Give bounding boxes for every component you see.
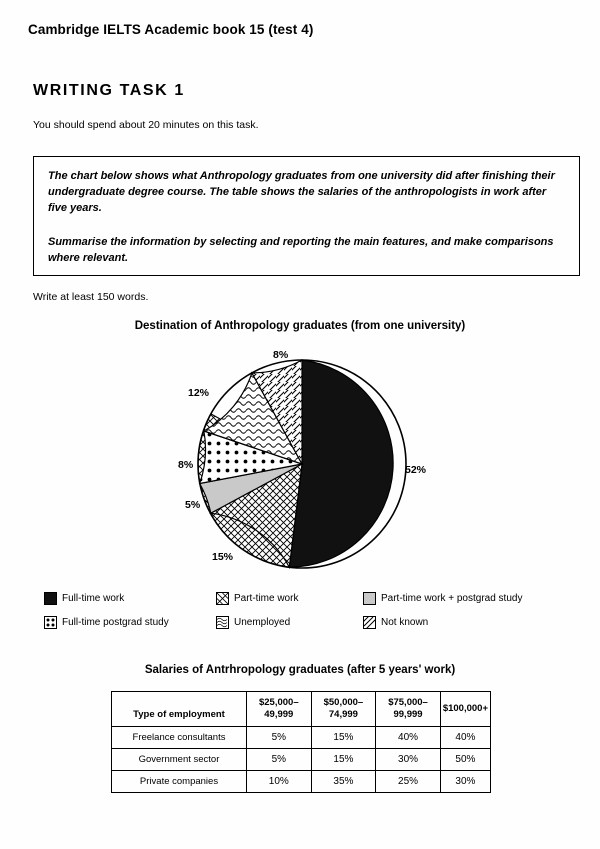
table-cell-freelance-2: 15% xyxy=(311,726,376,748)
table-title: Salaries of Antrhropology graduates (after 5 years' work) xyxy=(144,664,456,676)
table-cell-private-4: 30% xyxy=(440,770,490,792)
table-row-label-government: Government sector xyxy=(112,748,247,770)
pie-label-full-time-work: 52% xyxy=(405,464,427,476)
table-header-col-1: $25,000– 49,999 xyxy=(247,692,312,727)
legend-item-part-time-work xyxy=(216,592,363,605)
table-cell-freelance-3: 40% xyxy=(376,726,441,748)
pie-label-not-known: 8% xyxy=(273,349,289,361)
pie-label-unemployed: 12% xyxy=(188,387,210,399)
pie-chart-svg xyxy=(196,358,408,570)
table-row xyxy=(112,748,491,770)
table-header-col-4: $100,000+ xyxy=(440,692,490,727)
task-heading: WRITING TASK 1 xyxy=(33,82,185,99)
table-cell-private-1: 10% xyxy=(247,770,312,792)
legend-label-full-time-postgrad: Full-time postgrad study xyxy=(62,616,169,628)
pie-label-part-time-work: 15% xyxy=(212,551,234,563)
book-title: Cambridge IELTS Academic book 15 (test 4) xyxy=(28,22,314,37)
task-instruction-time: You should spend about 20 minutes on this task. xyxy=(33,119,259,131)
table-header-row xyxy=(112,692,491,727)
legend-row-1 xyxy=(44,588,544,608)
table-cell-government-3: 30% xyxy=(376,748,441,770)
legend-item-part-time-postgrad xyxy=(363,592,543,605)
table-cell-government-4: 50% xyxy=(440,748,490,770)
legend-label-not-known: Not known xyxy=(381,616,429,628)
table-cell-government-1: 5% xyxy=(247,748,312,770)
table-header-col-2: $50,000– 74,999 xyxy=(311,692,376,727)
salaries-table xyxy=(111,691,491,793)
prompt-paragraph-1: The chart below shows what Anthropology graduates from one university did after finishing their undergraduate degree course. The table shows the salaries of the anthropologists in work after five years. xyxy=(48,170,555,214)
legend-swatch-dots-icon xyxy=(44,616,57,629)
legend-label-part-time-work: Part-time work xyxy=(234,592,299,604)
table-cell-private-2: 35% xyxy=(311,770,376,792)
table-cell-freelance-4: 40% xyxy=(440,726,490,748)
pie-legend xyxy=(44,588,544,636)
table-header-type-of-employment: Type of employment xyxy=(112,692,247,727)
pie-chart xyxy=(196,358,408,570)
legend-swatch-diagonal-icon xyxy=(363,616,376,629)
pie-chart-title: Destination of Anthropology graduates (from one university) xyxy=(134,320,466,332)
legend-item-full-time-postgrad xyxy=(44,616,216,629)
table-row-label-freelance: Freelance consultants xyxy=(112,726,247,748)
legend-label-unemployed: Unemployed xyxy=(234,616,291,628)
legend-item-full-time-work xyxy=(44,592,216,605)
legend-swatch-crosshatch-icon xyxy=(216,592,229,605)
table-header-col-3: $75,000– 99,999 xyxy=(376,692,441,727)
legend-item-not-known xyxy=(363,616,543,629)
prompt-paragraph-2: Summarise the information by selecting and reporting the main features, and make comparisons where relevant. xyxy=(48,236,554,264)
legend-row-2 xyxy=(44,612,544,632)
legend-swatch-solid-icon xyxy=(44,592,57,605)
table-row-label-private: Private companies xyxy=(112,770,247,792)
legend-swatch-grey-icon xyxy=(363,592,376,605)
table-cell-government-2: 15% xyxy=(311,748,376,770)
table-row xyxy=(112,726,491,748)
table-cell-freelance-1: 5% xyxy=(247,726,312,748)
legend-item-unemployed xyxy=(216,616,363,629)
pie-label-part-time-postgrad: 5% xyxy=(185,499,201,511)
pie-label-full-time-postgrad: 8% xyxy=(178,459,194,471)
prompt-box xyxy=(33,156,580,276)
legend-label-part-time-postgrad: Part-time work + postgrad study xyxy=(381,592,523,604)
legend-label-full-time-work: Full-time work xyxy=(62,592,125,604)
legend-swatch-squiggle-icon xyxy=(216,616,229,629)
table-cell-private-3: 25% xyxy=(376,770,441,792)
table-row xyxy=(112,770,491,792)
word-count-instruction: Write at least 150 words. xyxy=(33,291,149,303)
